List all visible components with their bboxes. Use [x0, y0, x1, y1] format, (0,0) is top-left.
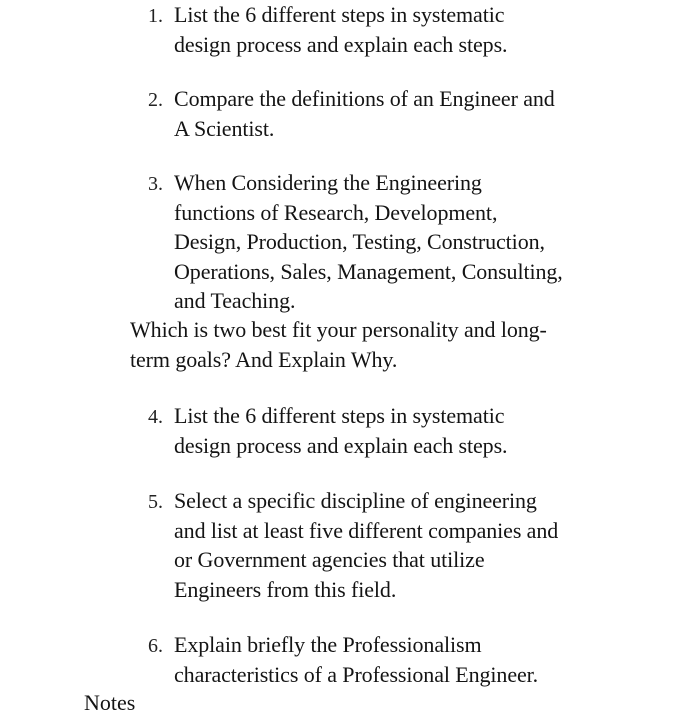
question-text-line: When Considering the Engineering: [174, 170, 482, 195]
cut-off-footer-text: Notes: [84, 690, 136, 715]
question-text-line: A Scientist.: [174, 115, 275, 141]
question-text-line: Explain briefly the Professionalism: [174, 632, 482, 657]
question-text-line: Engineers from this field.: [174, 576, 397, 602]
question-number: 6.: [148, 635, 163, 657]
question-text-line: and list at least five different companies and: [174, 517, 559, 543]
question-3-followup-line: term goals? And Explain Why.: [130, 346, 398, 372]
question-text-line: and Teaching.: [174, 288, 296, 313]
question-text-line: List the 6 different steps in systematic: [174, 403, 505, 428]
question-number: 3.: [148, 173, 163, 195]
question-text-line: Operations, Sales, Management, Consulting,: [174, 258, 563, 284]
question-text-line: List the 6 different steps in systematic: [174, 2, 505, 27]
question-text-line: design process and explain each steps.: [174, 31, 508, 57]
question-3-followup-line: Which is two best fit your personality and long-: [130, 317, 547, 342]
question-text-line: characteristics of a Professional Engineer.: [174, 661, 539, 687]
question-text-line: Compare the definitions of an Engineer and: [174, 86, 555, 111]
question-number: 4.: [148, 406, 163, 428]
question-number: 5.: [148, 491, 163, 513]
question-number: 1.: [148, 5, 163, 27]
question-text-line: functions of Research, Development,: [174, 199, 498, 225]
question-text-line: Select a specific discipline of engineering: [174, 488, 537, 513]
question-text-line: design process and explain each steps.: [174, 432, 508, 458]
question-number: 2.: [148, 89, 163, 111]
question-text-line: or Government agencies that utilize: [174, 547, 485, 572]
question-text-line: Design, Production, Testing, Construction,: [174, 229, 545, 254]
